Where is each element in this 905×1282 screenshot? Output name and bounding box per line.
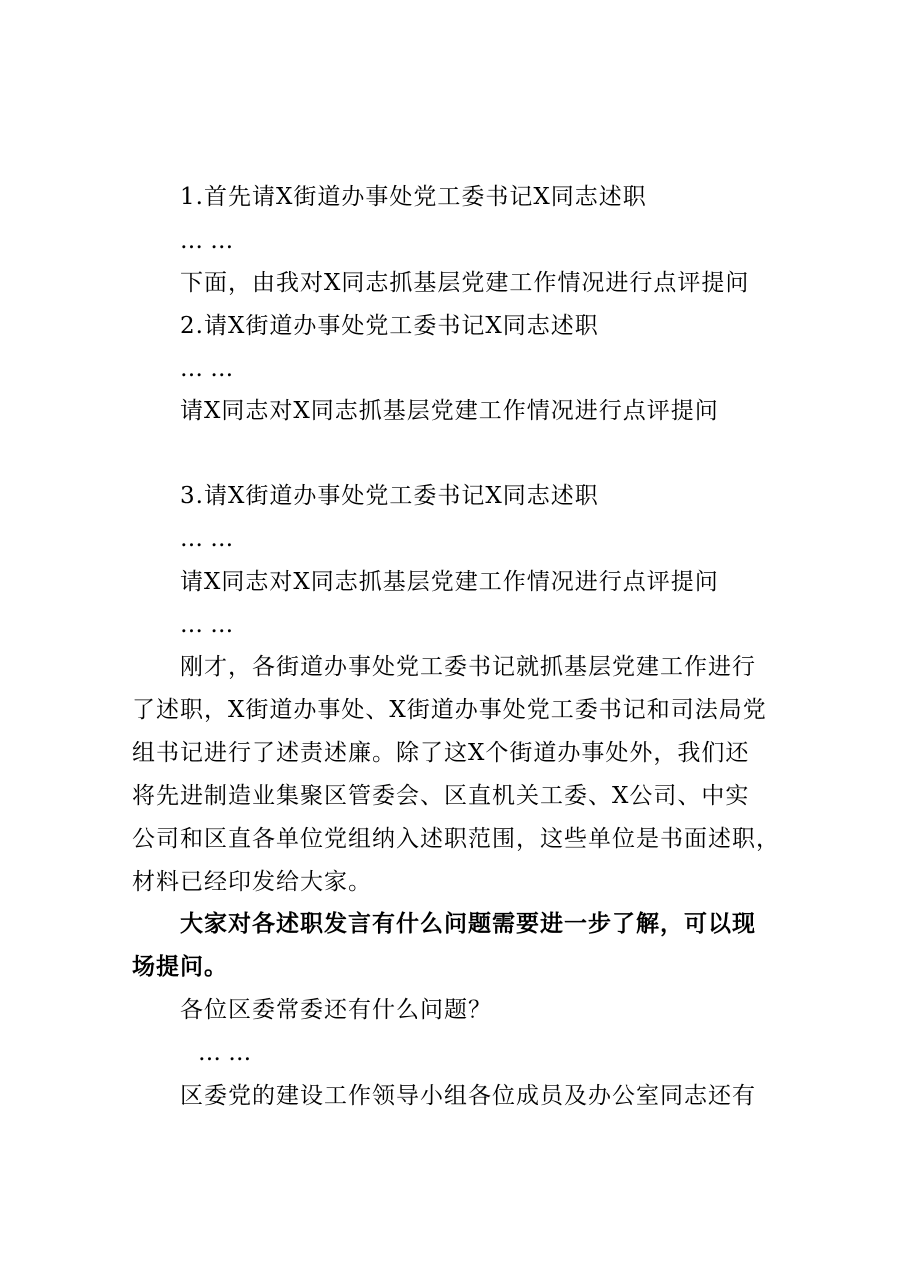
ellipsis-line: … … (180, 526, 234, 552)
ellipsis-line: … … (180, 356, 234, 382)
ellipsis-line: … … (180, 612, 234, 638)
bold-paragraph-line: 大家对各述职发言有什么问题需要进一步了解，可以现 (180, 911, 756, 937)
ellipsis-line: … … (198, 1040, 252, 1066)
text-line: 请X同志对X同志抓基层党建工作情况进行点评提问 (180, 569, 719, 595)
bold-paragraph-line: 场提问。 (132, 954, 228, 980)
text-line: 3.请X街道办事处党工委书记X同志述职 (180, 483, 599, 509)
paragraph-line: 公司和区直各单位党组纳入述职范围，这些单位是书面述职， (132, 826, 780, 852)
text-line: 1.首先请X街道办事处党工委书记X同志述职 (180, 184, 647, 210)
ellipsis-line: … … (180, 228, 234, 254)
paragraph-line: 刚才，各街道办事处党工委书记就抓基层党建工作进行 (180, 654, 756, 680)
paragraph-line: 组书记进行了述责述廉。除了这X个街道办事处外，我们还 (132, 740, 750, 766)
text-line: 区委党的建设工作领导小组各位成员及办公室同志还有 (180, 1083, 756, 1109)
text-line: 2.请X街道办事处党工委书记X同志述职 (180, 313, 599, 339)
text-line: 请X同志对X同志抓基层党建工作情况进行点评提问 (180, 398, 719, 424)
question-line: 各位区委常委还有什么问题？ (180, 997, 492, 1023)
paragraph-line: 将先进制造业集聚区管委会、区直机关工委、X公司、中实 (132, 783, 750, 809)
paragraph-line: 材料已经印发给大家。 (132, 869, 372, 895)
text-line: 下面，由我对X同志抓基层党建工作情况进行点评提问 (180, 270, 750, 296)
paragraph-line: 了述职，X街道办事处、X街道办事处党工委书记和司法局党 (132, 697, 767, 723)
